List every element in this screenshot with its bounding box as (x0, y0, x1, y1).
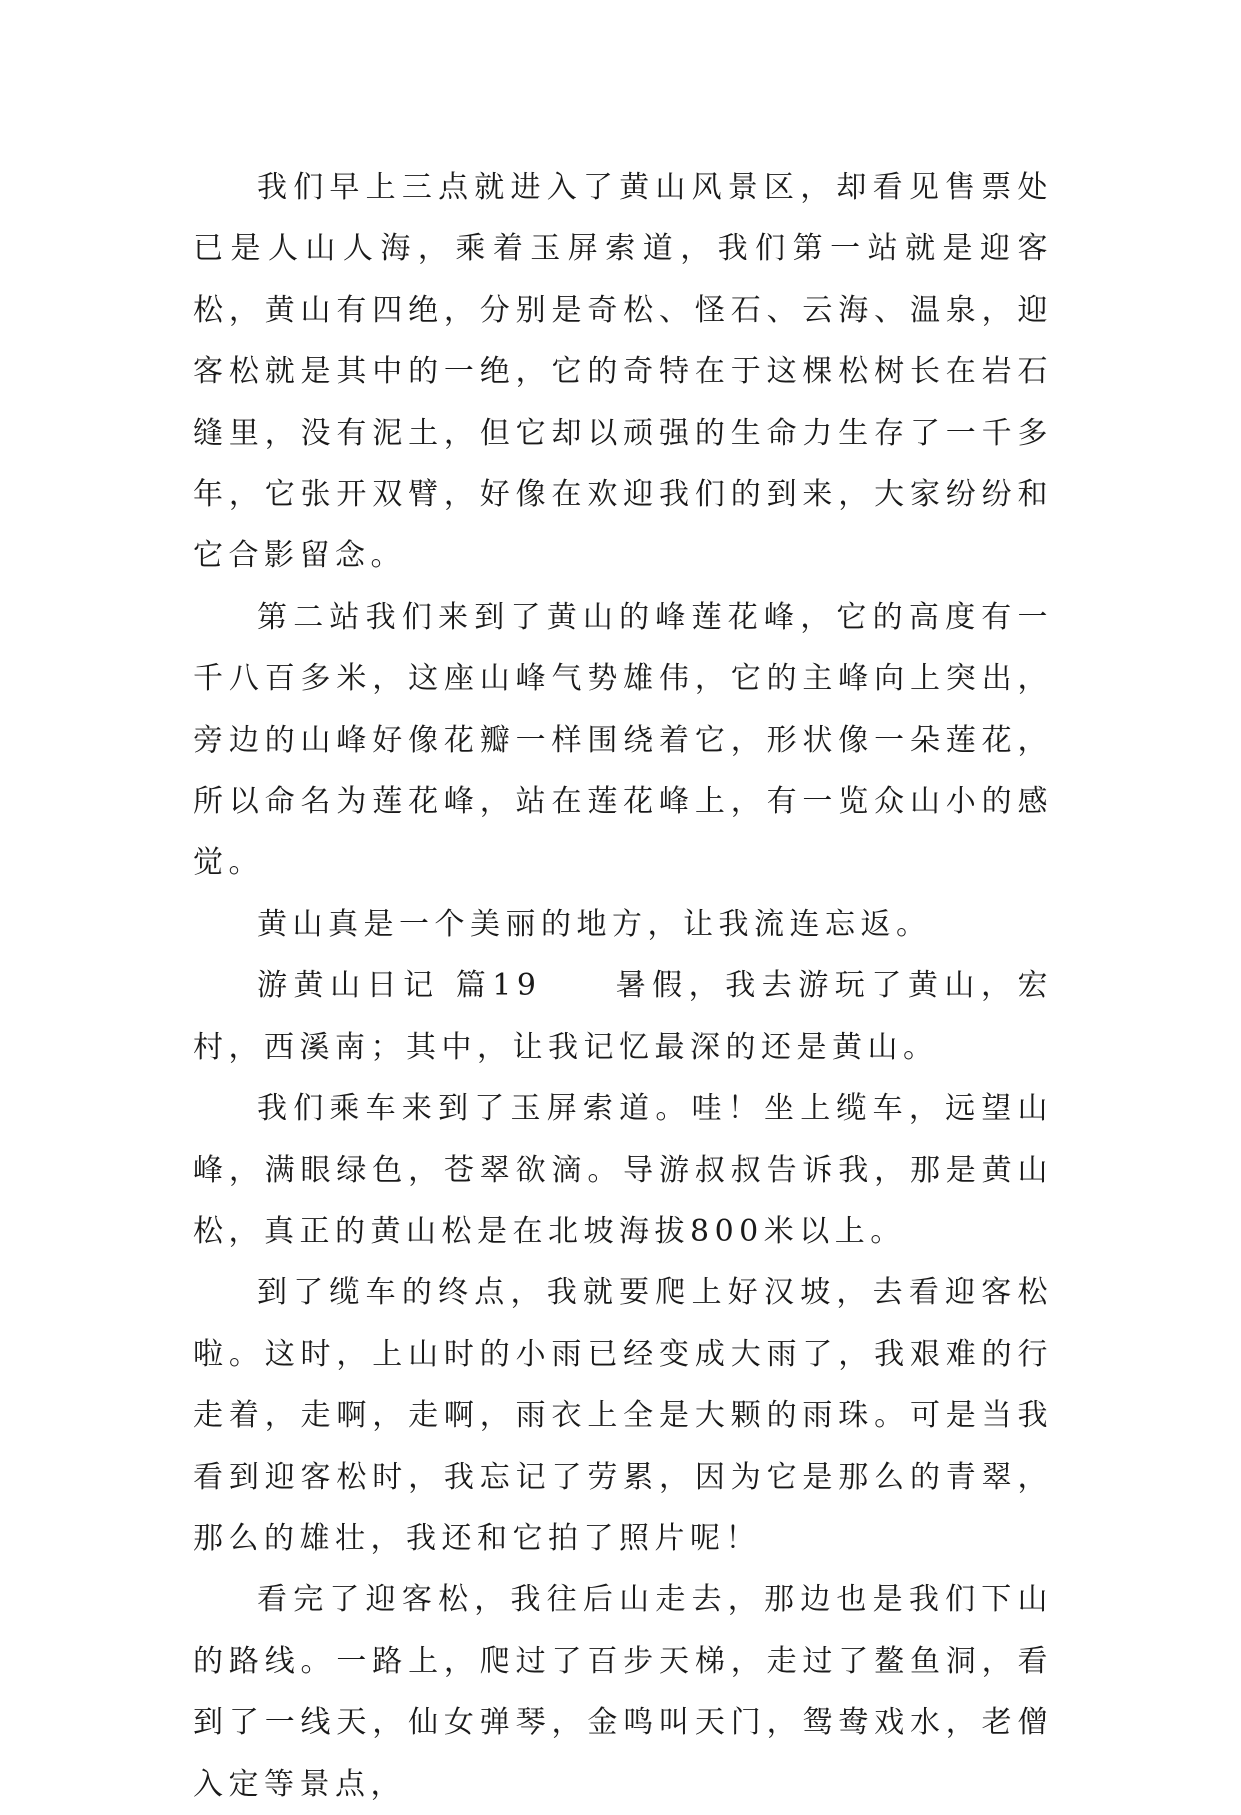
paragraph: 我们乘车来到了玉屏索道。哇！坐上缆车，远望山峰，满眼绿色，苍翠欲滴。导游叔叔告诉我，那是黄山松，真正的黄山松是在北坡海拔800米以上。 (193, 1091, 1053, 1249)
paragraph: 游黄山日记 篇19 暑假，我去游玩了黄山，宏村，西溪南；其中，让我记忆最深的还是黄山。 (193, 968, 1053, 1065)
document-body (193, 157, 1053, 1815)
paragraph: 我们早上三点就进入了黄山风景区，却看见售票处已是人山人海，乘着玉屏索道，我们第一站就是迎客松，黄山有四绝，分别是奇松、怪石、云海、温泉，迎客松就是其中的一绝，它的奇特在于这棵松树长在岩石缝里，没有泥土，但它却以顽强的生命力生存了一千多年，它张开双臂，好像在欢迎我们的到来，大家纷纷和它合影留念。 (193, 170, 1053, 574)
paragraph: 第二站我们来到了黄山的峰莲花峰，它的高度有一千八百多米，这座山峰气势雄伟，它的主峰向上突出，旁边的山峰好像花瓣一样围绕着它，形状像一朵莲花，所以命名为莲花峰，站在莲花峰上，有一览众山小的感觉。 (193, 599, 1053, 881)
paragraph: 看完了迎客松，我往后山走去，那边也是我们下山的路线。一路上，爬过了百步天梯，走过了鳌鱼洞，看到了一线天，仙女弹琴，金鸣叫天门，鸳鸯戏水，老僧入定等景点， (193, 1582, 1053, 1802)
paragraph: 黄山真是一个美丽的地方，让我流连忘返。 (257, 906, 932, 942)
paragraph: 到了缆车的终点，我就要爬上好汉坡，去看迎客松啦。这时，上山时的小雨已经变成大雨了，我艰难的行走着，走啊，走啊，雨衣上全是大颗的雨珠。可是当我看到迎客松时，我忘记了劳累，因为它是那么的青翠，那么的雄壮，我还和它拍了照片呢！ (193, 1275, 1053, 1556)
